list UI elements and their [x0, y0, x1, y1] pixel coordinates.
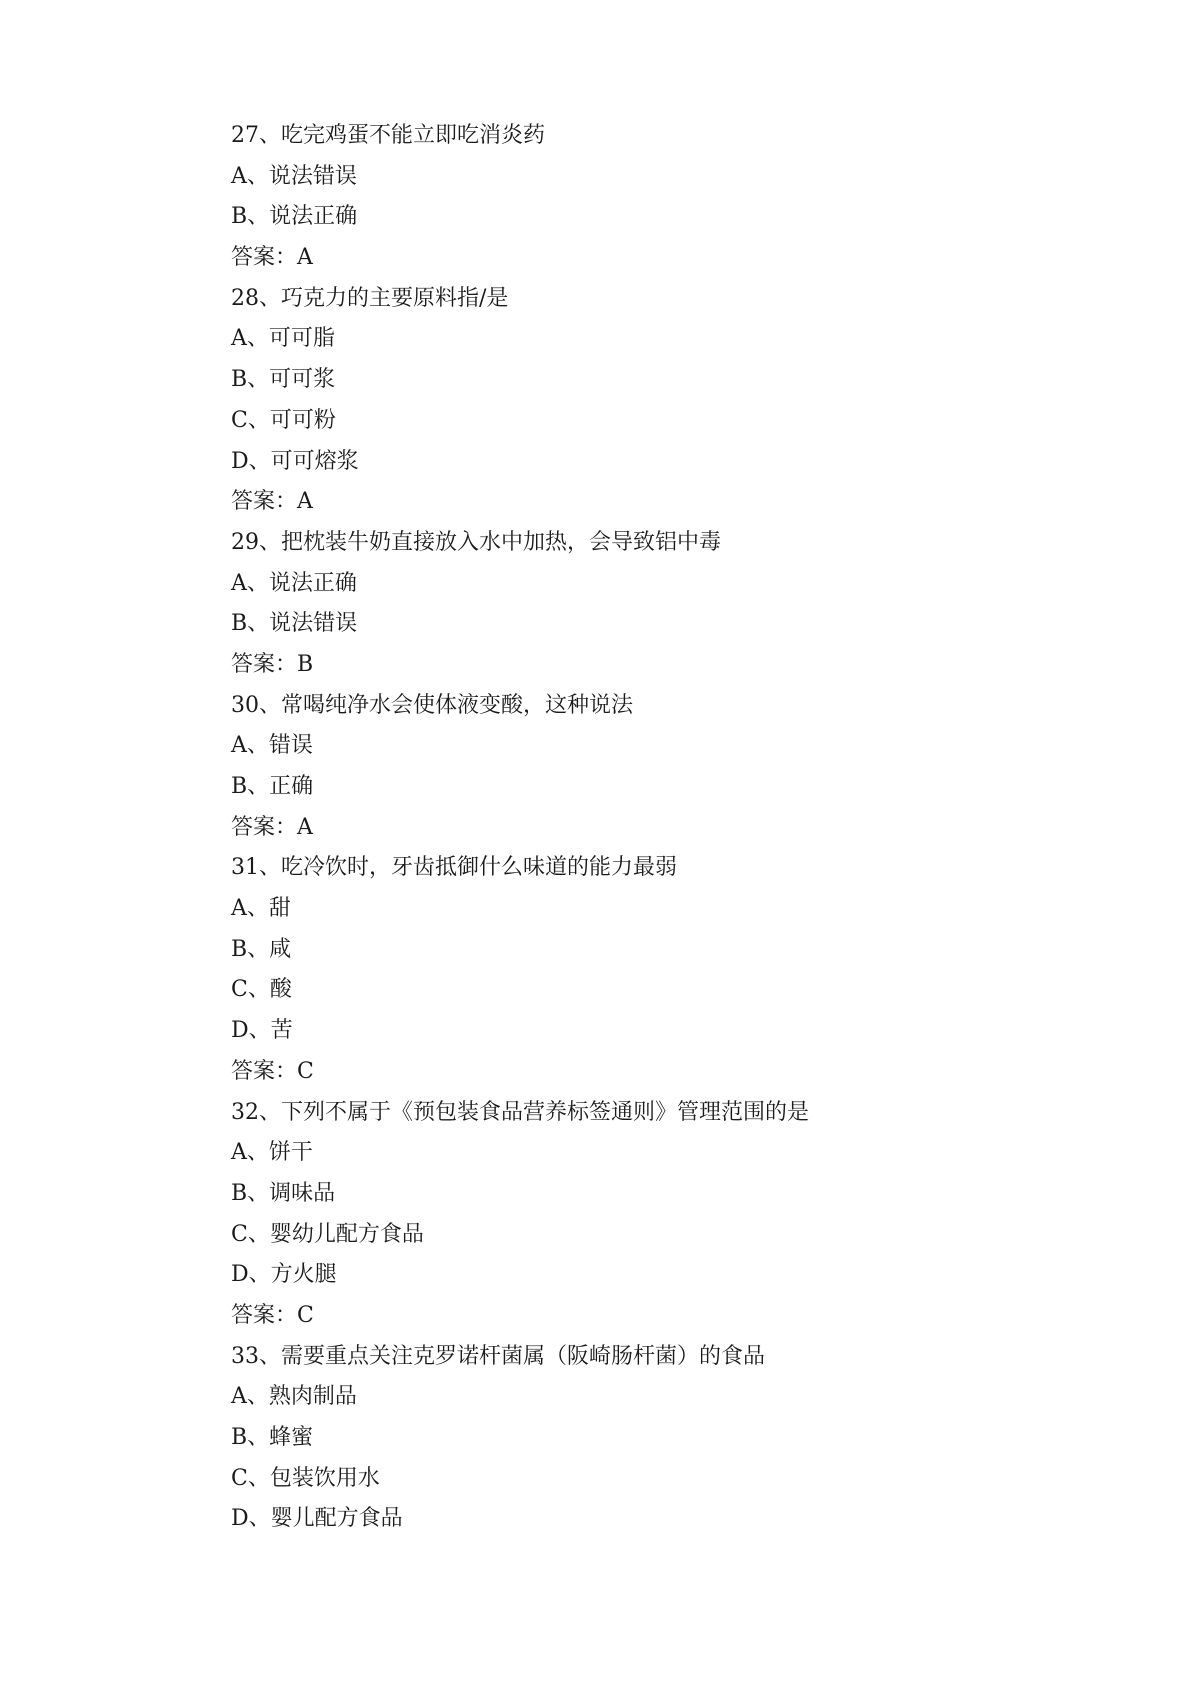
- option-a: A、熟肉制品: [231, 1384, 357, 1410]
- question-stem: 31、吃冷饮时，牙齿抵御什么味道的能力最弱: [231, 855, 677, 881]
- option-d: D、方火腿: [231, 1262, 337, 1288]
- option-b: B、调味品: [231, 1180, 336, 1206]
- option-d: D、可可熔浆: [231, 448, 359, 474]
- option-b: B、可可浆: [231, 367, 336, 393]
- option-a: A、甜: [231, 896, 291, 922]
- answer-line: 答案：C: [231, 1058, 314, 1084]
- question-stem: 28、巧克力的主要原料指/是: [231, 285, 509, 311]
- option-a: A、错误: [231, 733, 313, 759]
- question-stem: 29、把枕装牛奶直接放入水中加热，会导致铝中毒: [231, 529, 721, 555]
- option-b: B、咸: [231, 936, 292, 962]
- question-stem: 33、需要重点关注克罗诺杆菌属（阪崎肠杆菌）的食品: [231, 1343, 765, 1369]
- answer-line: 答案：B: [231, 651, 314, 677]
- question-stem: 30、常喝纯净水会使体液变酸，这种说法: [231, 692, 633, 718]
- option-d: D、婴儿配方食品: [231, 1506, 403, 1532]
- answer-line: 答案：A: [231, 814, 313, 840]
- option-b: B、正确: [231, 774, 314, 799]
- option-c: C、婴幼儿配方食品: [231, 1221, 424, 1247]
- option-d: D、苦: [231, 1018, 293, 1044]
- option-a: A、说法正确: [231, 570, 357, 596]
- option-b: B、说法正确: [231, 204, 358, 230]
- option-b: B、蜂蜜: [231, 1425, 314, 1450]
- answer-line: 答案：A: [231, 489, 313, 515]
- option-b: B、说法错误: [231, 611, 358, 637]
- question-stem: 32、下列不属于《预包装食品营养标签通则》管理范围的是: [231, 1099, 809, 1125]
- option-a: A、可可脂: [231, 326, 335, 352]
- option-c: C、酸: [231, 977, 292, 1003]
- answer-line: 答案：C: [231, 1302, 314, 1328]
- option-a: A、说法错误: [231, 163, 357, 189]
- question-stem: 27、吃完鸡蛋不能立即吃消炎药: [231, 123, 545, 148]
- question-list: [231, 116, 1111, 1540]
- option-a: A、饼干: [231, 1140, 313, 1166]
- option-c: C、可可粉: [231, 407, 336, 433]
- answer-line: 答案：A: [231, 245, 313, 271]
- option-c: C、包装饮用水: [231, 1465, 380, 1491]
